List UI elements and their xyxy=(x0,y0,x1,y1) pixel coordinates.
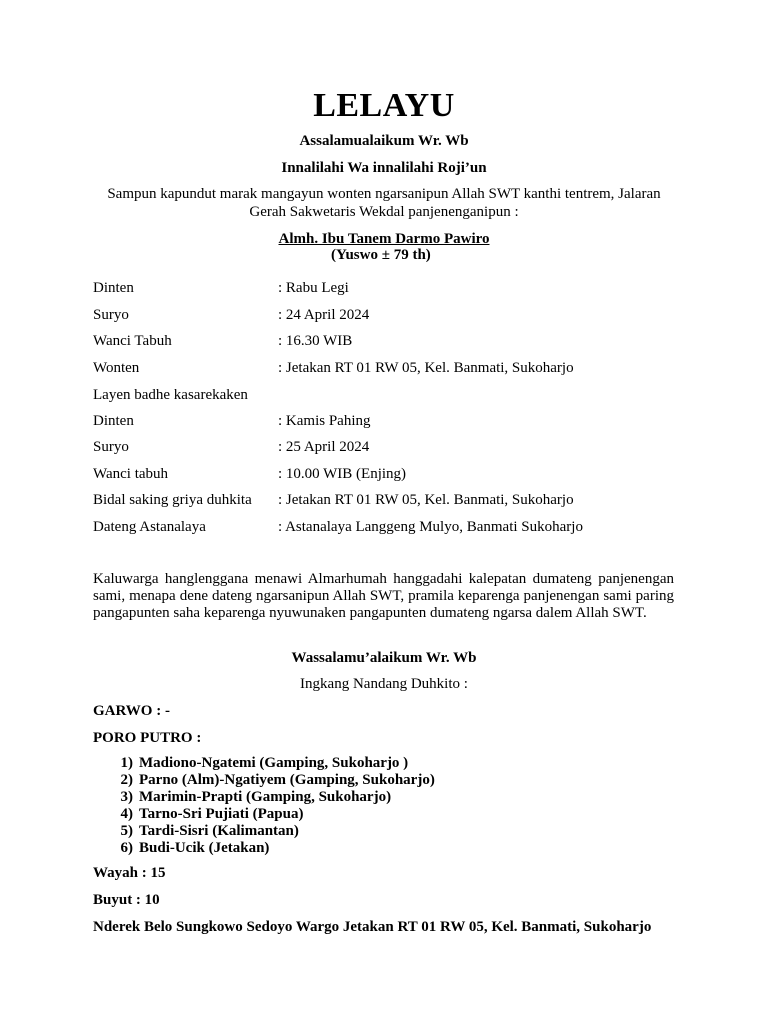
list-number: 4) xyxy=(120,806,133,822)
innalillahi-line: Innalilahi Wa innalilahi Roji’un xyxy=(281,160,487,176)
burial-detail-row xyxy=(93,519,693,537)
death-detail-row xyxy=(93,333,693,351)
list-text: Madiono-Ngatemi (Gamping, Sukoharjo ) xyxy=(139,755,409,771)
children-heading: PORO PUTRO : xyxy=(93,730,202,746)
list-text: Budi-Ucik (Jetakan) xyxy=(139,840,270,856)
detail-label: Dateng Astanalaya xyxy=(93,519,206,535)
detail-label: Dinten xyxy=(93,413,134,429)
list-number: 2) xyxy=(120,772,133,788)
intro-line-1: Sampun kapundut marak mangayun wonten ngarsanipun Allah SWT kanthi tentrem, Jalaran xyxy=(107,186,661,202)
burial-detail-row xyxy=(93,492,693,510)
list-text: Parno (Alm)-Ngatiyem (Gamping, Sukoharjo) xyxy=(139,772,435,788)
grandchildren-count: Wayah : 15 xyxy=(93,865,166,881)
document-title: LELAYU xyxy=(313,87,455,124)
detail-label: Wonten xyxy=(93,360,140,376)
intro-line-2: Gerah Sakwetaris Wekdal panjenenganipun : xyxy=(249,204,519,220)
detail-label: Bidal saking griya duhkita xyxy=(93,492,252,508)
detail-value: : 16.30 WIB xyxy=(278,333,353,349)
closing-greeting: Wassalamu’alaikum Wr. Wb xyxy=(291,650,477,666)
burial-detail-row xyxy=(93,439,693,457)
list-number: 1) xyxy=(120,755,133,771)
detail-value: : Astanalaya Langgeng Mulyo, Banmati Sukoharjo xyxy=(278,519,583,535)
list-number: 5) xyxy=(120,823,133,839)
detail-value: : Kamis Pahing xyxy=(278,413,371,429)
greeting: Assalamualaikum Wr. Wb xyxy=(299,133,469,149)
detail-label: Suryo xyxy=(93,439,129,455)
detail-label: Dinten xyxy=(93,280,134,296)
detail-label: Wanci tabuh xyxy=(93,466,169,482)
deceased-name xyxy=(0,231,768,248)
spouse-line: GARWO : - xyxy=(93,703,170,719)
condolence-footer: Nderek Belo Sungkowo Sedoyo Wargo Jetakan RT 01 RW 05, Kel. Banmati, Sukoharjo xyxy=(93,919,652,935)
mourners-intro: Ingkang Nandang Duhkito : xyxy=(300,676,468,692)
detail-value: : Rabu Legi xyxy=(278,280,349,296)
death-detail-row xyxy=(93,360,693,378)
death-detail-row xyxy=(93,280,693,298)
list-text: Tardi-Sisri (Kalimantan) xyxy=(139,823,299,839)
death-detail-row xyxy=(93,307,693,325)
detail-label: Wanci Tabuh xyxy=(93,333,172,349)
detail-value: : Jetakan RT 01 RW 05, Kel. Banmati, Sukoharjo xyxy=(278,492,574,508)
detail-value: : 25 April 2024 xyxy=(278,439,370,455)
list-text: Marimin-Prapti (Gamping, Sukoharjo) xyxy=(139,789,392,805)
great-grandchildren-count: Buyut : 10 xyxy=(93,892,160,908)
detail-value: : 24 April 2024 xyxy=(278,307,370,323)
deceased-age: (Yuswo ± 79 th) xyxy=(331,247,431,263)
detail-value: : 10.00 WIB (Enjing) xyxy=(278,466,407,482)
detail-label: Suryo xyxy=(93,307,129,323)
burial-detail-row xyxy=(93,466,693,484)
deceased-name-text: Almh. Ibu Tanem Darmo Pawiro xyxy=(278,231,490,247)
detail-value: : Jetakan RT 01 RW 05, Kel. Banmati, Sukoharjo xyxy=(278,360,574,376)
burial-detail-row xyxy=(93,413,693,431)
list-number: 6) xyxy=(120,840,133,856)
burial-heading: Layen badhe kasarekaken xyxy=(93,387,248,403)
list-number: 3) xyxy=(120,789,133,805)
list-text: Tarno-Sri Pujiati (Papua) xyxy=(139,806,304,822)
family-message: Kaluwarga hanglenggana menawi Almarhumah hanggadahi kalepatan dumateng panjenengan sami, menapa dene dateng ngarsanipun Allah SWT, pramila keparenga panjenengan sami paring pangapunten saha keparenga nyuwunaken pangapunten dumateng ngarsa dalem Allah SWT. xyxy=(93,571,674,621)
